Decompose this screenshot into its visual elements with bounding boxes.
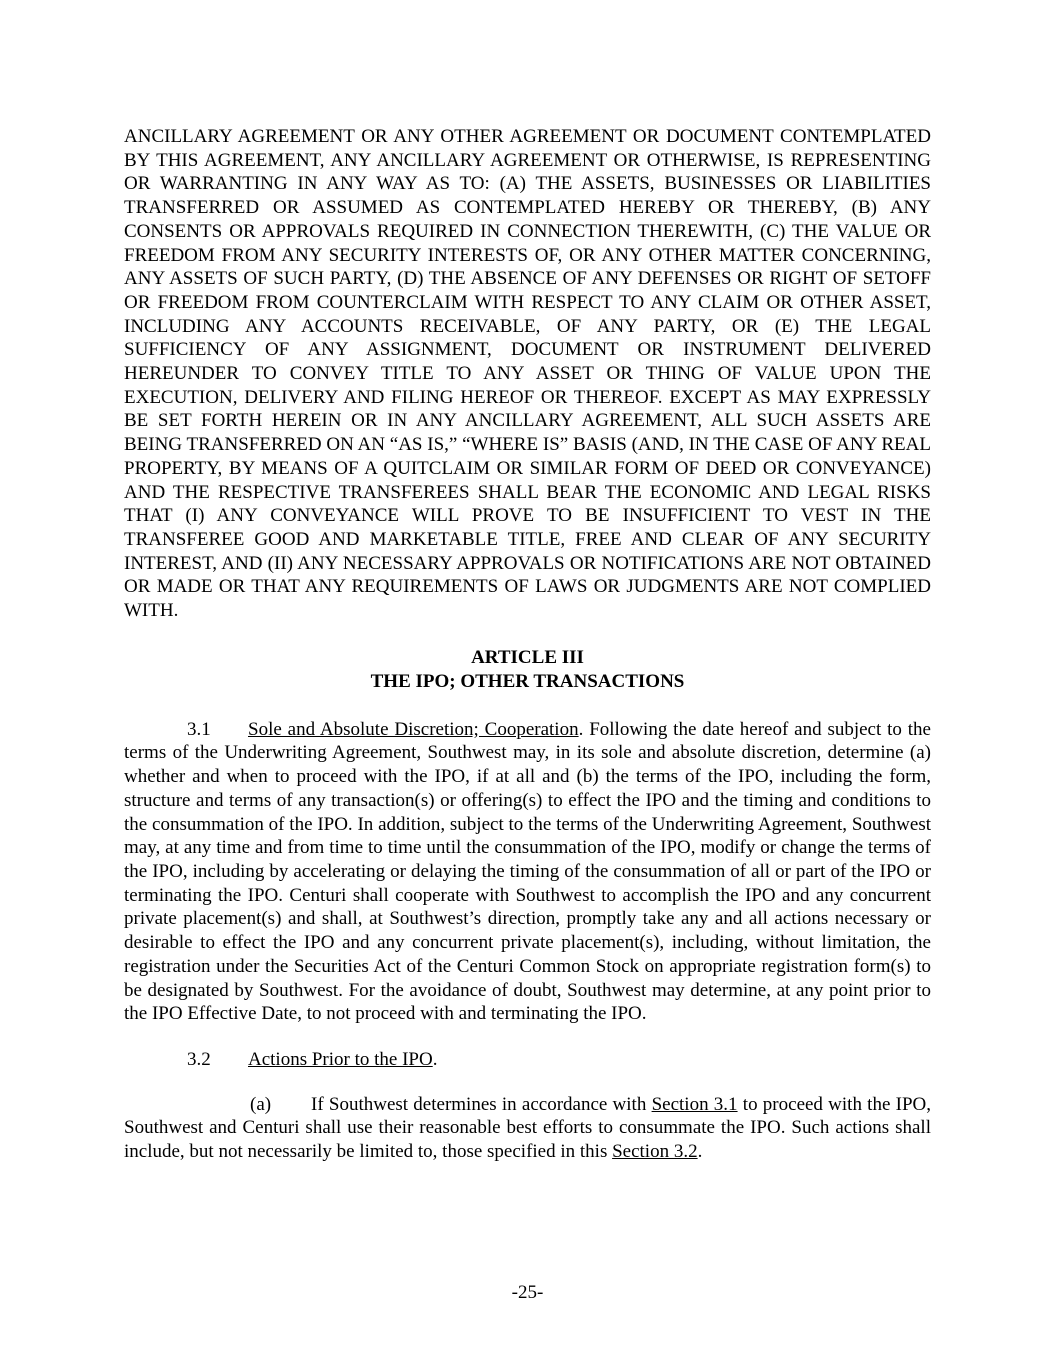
- section-3-2-reference-link[interactable]: Section 3.2: [612, 1141, 698, 1163]
- subsection-a-text-3: .: [697, 1141, 703, 1163]
- section-3-2-heading-end: .: [432, 1048, 438, 1070]
- subsection-a-text-1: If Southwest determines in accordance with: [311, 1093, 652, 1115]
- section-3-1-heading: Sole and Absolute Discretion; Cooperation: [248, 718, 579, 740]
- section-3-2: [124, 1048, 931, 1072]
- section-3-2-heading: Actions Prior to the IPO: [248, 1048, 433, 1070]
- subsection-a-text-2: to proceed with the IPO, Southwest and Centuri shall use their reasonable best efforts to consummate the IPO. Such actions shall include, but not necessarily be limited to, those specified in this: [124, 1093, 931, 1163]
- subsection-a-label: (a): [250, 1093, 272, 1115]
- subsection-a: [124, 1093, 931, 1164]
- section-3-1: [124, 718, 931, 1026]
- article-heading: [124, 646, 931, 694]
- article-number: ARTICLE III: [471, 646, 584, 668]
- section-3-1-reference-link[interactable]: Section 3.1: [651, 1093, 738, 1115]
- section-3-1-heading-end: .: [578, 718, 584, 740]
- page-number: -25-: [511, 1282, 544, 1303]
- section-3-2-number: 3.2: [187, 1048, 211, 1070]
- article-title: THE IPO; OTHER TRANSACTIONS: [370, 670, 685, 692]
- section-3-1-number: 3.1: [187, 718, 211, 740]
- document-page: [124, 125, 931, 1164]
- disclaimer-paragraph: ANCILLARY AGREEMENT OR ANY OTHER AGREEMENT OR DOCUMENT CONTEMPLATED BY THIS AGREEMENT, ANY ANCILLARY AGREEMENT OR OTHERWISE, IS REPRESENTING OR WARRANTING IN ANY WAY AS TO: (A) THE ASSETS, BUSINESSES OR LIABILITIES TRANSFERRED OR ASSUMED AS CONTEMPLATED HEREBY OR THEREBY, (B) ANY CONSENTS OR APPROVALS REQUIRED IN CONNECTION THEREWITH, (C) THE VALUE OR FREEDOM FROM ANY SECURITY INTERESTS OF, OR ANY OTHER MATTER CONCERNING, ANY ASSETS OF SUCH PARTY, (D) THE ABSENCE OF ANY DEFENSES OR RIGHT OF SETOFF OR FREEDOM FROM COUNTERCLAIM WITH RESPECT TO ANY CLAIM OR OTHER ASSET, INCLUDING ANY ACCOUNTS RECEIVABLE, OF ANY PARTY, OR (E) THE LEGAL SUFFICIENCY OF ANY ASSIGNMENT, DOCUMENT OR INSTRUMENT DELIVERED HEREUNDER TO CONVEY TITLE TO ANY ASSET OR THING OF VALUE UPON THE EXECUTION, DELIVERY AND FILING HEREOF OR THEREOF. EXCEPT AS MAY EXPRESSLY BE SET FORTH HEREIN OR IN ANY ANCILLARY AGREEMENT, ALL SUCH ASSETS ARE BEING TRANSFERRED ON AN “AS IS,” “WHERE IS” BASIS (AND, IN THE CASE OF ANY REAL PROPERTY, BY MEANS OF A QUITCLAIM OR SIMILAR FORM OF DEED OR CONVEYANCE) AND THE RESPECTIVE TRANSFEREES SHALL BEAR THE ECONOMIC AND LEGAL RISKS THAT (I) ANY CONVEYANCE WILL PROVE TO BE INSUFFICIENT TO VEST IN THE TRANSFEREE GOOD AND MARKETABLE TITLE, FREE AND CLEAR OF ANY SECURITY INTEREST, AND (II) ANY NECESSARY APPROVALS OR NOTIFICATIONS ARE NOT OBTAINED OR MADE OR THAT ANY REQUIREMENTS OF LAWS OR JUDGMENTS ARE NOT COMPLIED WITH.: [124, 126, 931, 622]
- section-3-1-body: Following the date hereof and subject to the terms of the Underwriting Agreement, Southwest may, in its sole and absolute discretion, determine (a) whether and when to proceed with the IPO, if at all and (b) the terms of the IPO, including the form, structure and terms of any transaction(s) or offering(s) to effect the IPO and the timing and conditions to the consummation of the IPO. In addition, subject to the terms of the Underwriting Agreement, Southwest may, at any time and from time to time until the consummation of the IPO, modify or change the terms of the IPO, including by accelerating or delaying the timing of the consummation of all or part of the IPO or terminating the IPO. Centuri shall cooperate with Southwest to accomplish the IPO and any concurrent private placement(s) and shall, at Southwest’s direction, promptly take any and all actions necessary or desirable to effect the IPO and any concurrent private placement(s), including, without limitation, the registration under the Securities Act of the Centuri Common Stock on appropriate registration form(s) to be designated by Southwest. For the avoidance of doubt, Southwest may determine, at any point prior to the IPO Effective Date, to not proceed with and terminating the IPO.: [124, 718, 931, 1025]
